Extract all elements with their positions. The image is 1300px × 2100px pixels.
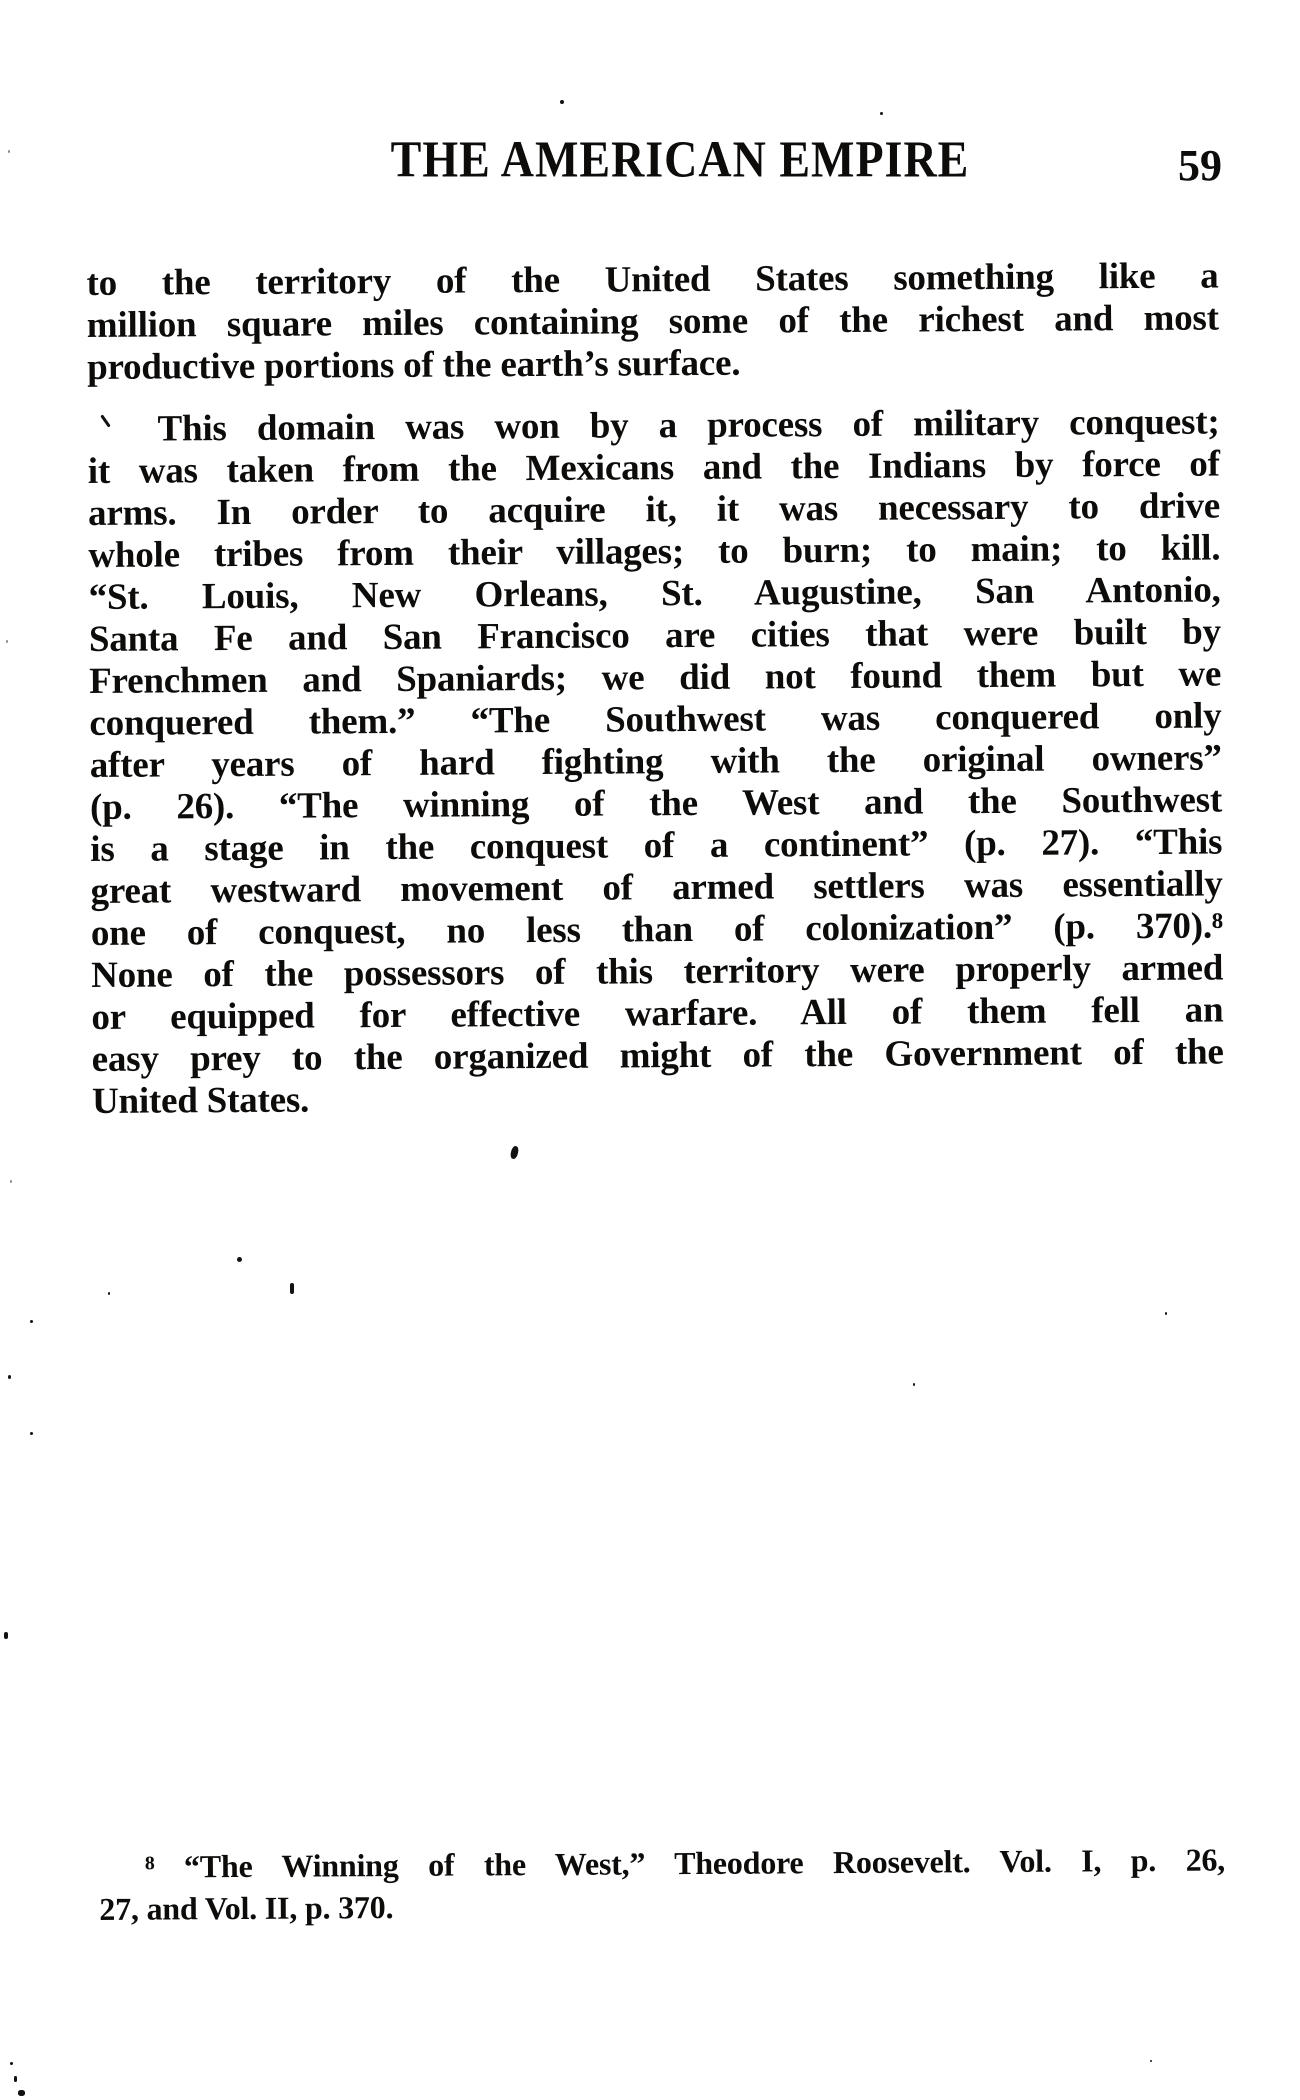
page-body <box>86 256 1230 2063</box>
ink-speck <box>18 2090 25 2096</box>
ink-speck <box>6 640 8 643</box>
text-line: million square miles containing some of the richest and most <box>86 297 1219 347</box>
ink-speck <box>8 150 10 153</box>
footnote <box>99 1838 1226 1929</box>
text-line: This domain was won by a process of military conquest; <box>157 401 1220 450</box>
text-line: “St. Louis, New Orleans, St. Augustine, San Antonio, <box>88 569 1221 619</box>
ink-speck <box>10 2062 13 2065</box>
paragraph-continuation <box>86 256 1219 390</box>
text-line: Frenchmen and Spaniards; we did not found them but we <box>89 653 1222 703</box>
text-line: to the territory of the United States something like a <box>86 255 1219 305</box>
ink-speck <box>880 112 883 115</box>
text-line: conquered them.” “The Southwest was conquered only <box>89 695 1222 745</box>
ink-speck <box>10 1180 12 1183</box>
text-line: easy prey to the organized might of the Government of the <box>91 1031 1224 1080</box>
text-line: it was taken from the Mexicans and the Indians by force of <box>87 443 1220 493</box>
ink-speck <box>237 1257 242 1262</box>
text-line: after years of hard fighting with the original owners” <box>89 737 1222 787</box>
text-line: one of conquest, no less than of colonization” (p. 370).⁸ <box>90 905 1223 954</box>
text-line: (p. 26). “The winning of the West and the Southwest <box>89 779 1223 829</box>
ink-speck <box>290 1283 294 1294</box>
ink-speck <box>560 100 564 104</box>
text-line: productive portions of the earth’s surface. <box>86 342 741 389</box>
footnote-line: ⁸ “The Winning of the West,” Theodore Roosevelt. Vol. I, p. 26, <box>144 1841 1226 1885</box>
text-line: great westward movement of armed settlers was essentially <box>90 863 1223 913</box>
ink-speck <box>30 1432 33 1435</box>
page-header <box>90 130 1222 196</box>
footnote-line: 27, and Vol. II, p. 370. <box>99 1889 394 1927</box>
text-line: None of the possessors of this territory were properly armed <box>91 947 1224 996</box>
text-line: whole tribes from their villages; to burn; to main; to kill. <box>88 527 1221 577</box>
text-line: arms. In order to acquire it, it was necessary to drive <box>87 485 1221 535</box>
text-line: is a stage in the conquest of a continent” (p. 27). “This <box>90 821 1223 871</box>
ink-speck <box>14 2076 17 2082</box>
text-line: United States. <box>91 1079 310 1122</box>
ink-speck <box>913 1383 915 1386</box>
ink-speck <box>4 1632 8 1639</box>
running-head-text: THE AMERICAN EMPIRE <box>390 130 970 188</box>
ink-speck <box>8 1375 11 1379</box>
ink-speck <box>30 1320 33 1323</box>
ink-speck <box>1150 2060 1152 2062</box>
page-number: 59 <box>1178 141 1222 190</box>
running-head-title <box>90 130 1222 189</box>
ink-speck <box>108 1292 110 1295</box>
text-line: Santa Fe and San Francisco are cities that were built by <box>88 611 1222 661</box>
text-line: or equipped for effective warfare. All of them fell an <box>91 989 1224 1038</box>
paragraph-main <box>87 402 1224 1123</box>
ink-speck <box>1165 1312 1167 1315</box>
